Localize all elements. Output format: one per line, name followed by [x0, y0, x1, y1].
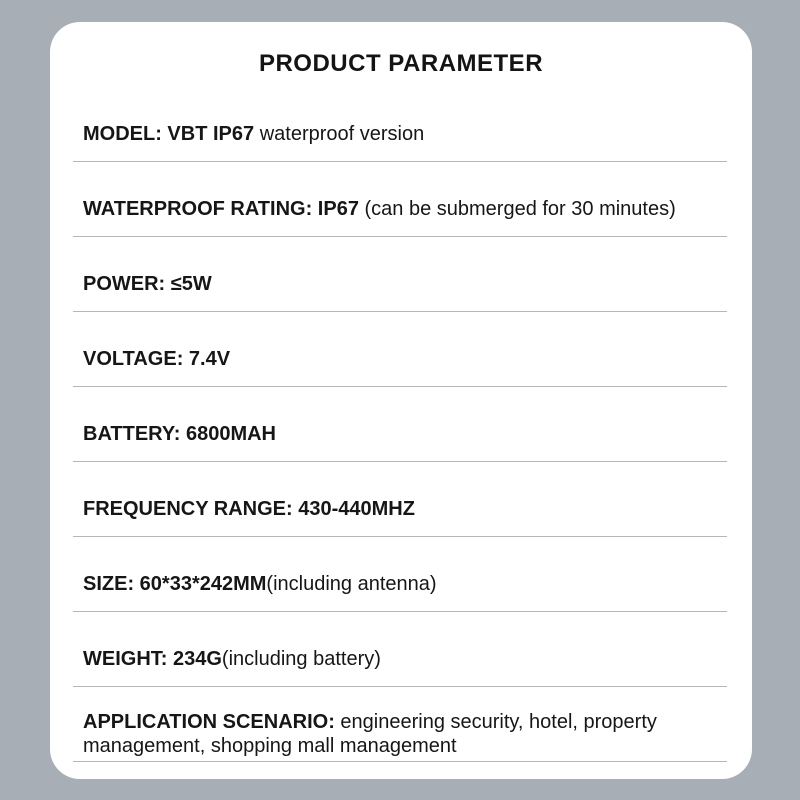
spec-label: WEIGHT: 234G — [83, 648, 222, 670]
spec-text — [83, 272, 212, 296]
spec-list — [73, 87, 727, 762]
spec-text — [83, 647, 381, 671]
spec-text — [83, 197, 676, 221]
spec-label: VOLTAGE: 7.4V — [83, 348, 231, 370]
product-parameter-card — [50, 22, 752, 779]
spec-label: WATERPROOF RATING: IP67 — [83, 198, 359, 220]
spec-label: BATTERY: 6800MAH — [83, 423, 276, 445]
spec-text — [83, 497, 415, 521]
spec-row-application-scenario — [73, 687, 727, 762]
spec-row-voltage — [73, 312, 727, 387]
spec-row-model — [73, 87, 727, 162]
spec-row-frequency-range — [73, 462, 727, 537]
spec-label: SIZE: 60*33*242MM — [83, 573, 267, 595]
spec-label: POWER: ≤5W — [83, 273, 212, 295]
spec-row-waterproof-rating — [73, 162, 727, 237]
spec-text — [83, 422, 276, 446]
spec-value: (including battery) — [221, 648, 381, 670]
page-title: PRODUCT PARAMETER — [258, 50, 544, 77]
spec-label: MODEL: VBT IP67 — [83, 123, 255, 145]
spec-row-weight — [73, 612, 727, 687]
spec-label: APPLICATION SCENARIO: — [83, 711, 335, 733]
spec-value: (can be submerged for 30 minutes) — [358, 198, 676, 220]
spec-label: FREQUENCY RANGE: 430-440MHZ — [83, 498, 415, 520]
spec-text — [83, 347, 230, 371]
spec-row-size — [73, 537, 727, 612]
spec-row-battery — [73, 387, 727, 462]
spec-value: engineering security, hotel, property management, shopping mall management — [83, 711, 663, 757]
spec-value: (including antenna) — [266, 573, 437, 595]
spec-text — [83, 122, 424, 146]
spec-row-power — [73, 237, 727, 312]
spec-text — [83, 572, 437, 596]
spec-text — [83, 710, 723, 758]
spec-value: waterproof version — [254, 123, 425, 145]
